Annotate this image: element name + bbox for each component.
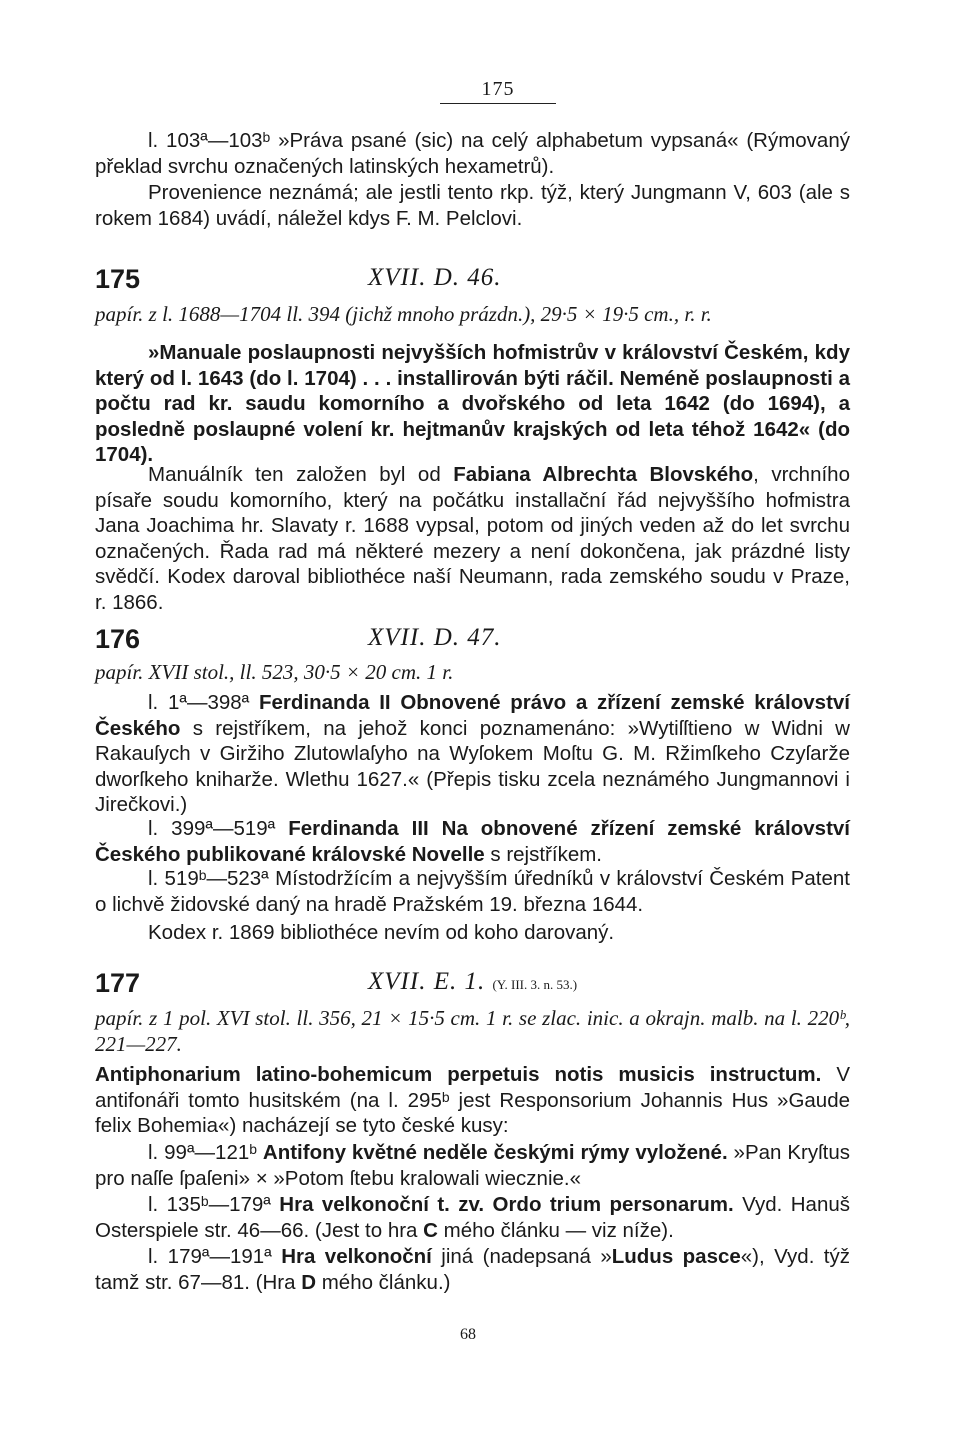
entry-177-item-3-rest: «), Vyd. týž tamž str. 67—81. (Hra [95, 1245, 850, 1294]
entry-177-item-1-title: Antifony květné neděle českými rýmy vyložené. [262, 1141, 728, 1164]
entry-177-item-2-end: mého článku — viz níže). [437, 1218, 674, 1242]
entry-176-item-1-rest: s rejstříkem, na jehož konci poznamenáno: »Wytiſſtieno w Widni w Rakauſych v Giržiho Zlutowlaſyho na Wyſokem Moſtu G. M. Ržimſkeho Czyſarže dworſkeho kniharže. Wlethu 1627.« (Přepis tisku zcela neznámého Jungmannovi i Jirečkovi.) [95, 716, 850, 816]
entry-175-title-text: »Manuale poslaupnosti nejvyšších hofmistrův v království Českém, kdy který od l. 1643 (do l. 1704) . . . installirován býti ráčil. Neméně poslaupnosti a počtu rad kr. saudu komorního a dvořského od leta 1642 (do 1694), a posledně poslaupné volení kr. hejtmanův krajských od leta téhož 1642« (do 1704). [95, 341, 850, 466]
entry-176-item-1-range: l. 1ª—398ª [148, 691, 250, 714]
entry-177-title: Antiphonarium latino-bohemicum perpetuis notis musicis instructum. [95, 1063, 822, 1086]
entry-177-physical: papír. z 1 pol. XVI stol. ll. 356, 21 × 15·5 cm. 1 r. se zlac. inic. a okrajn. malb. na l. 220ᵇ, 221—227. [95, 1006, 850, 1056]
entry-177-signature [368, 968, 577, 996]
entry-176-note-text: Kodex r. 1869 bibliothéce nevím od koho darovaný. [148, 921, 615, 944]
entry-176-item-2 [95, 816, 850, 867]
entry-177-item-3-title: Hra velkonoční [281, 1245, 432, 1268]
entry-177-item-2-range: l. 135ᵇ—179ª [148, 1193, 271, 1216]
entry-177-item-2 [95, 1192, 850, 1243]
running-head-page-number: 175 [440, 78, 556, 104]
carryover-paragraph-2 [95, 180, 850, 231]
entry-176-item-3-text: l. 519ᵇ—523ª Místodržícím a nejvyšším úředníků v království Českém Patent o lichvě židovské daný na hradě Pražském 19. března 1644. [95, 867, 850, 916]
entry-176-signature: XVII. D. 47. [368, 624, 502, 651]
entry-176-physical: papír. XVII stol., ll. 523, 30·5 × 20 cm. 1 r. [95, 660, 454, 684]
entry-175-signature: XVII. D. 46. [368, 264, 502, 291]
entry-177-item-1-rest: »Pan Kryſtus pro naſſe ſpaſeni» × »Potom ſtebu kralowali wiecznie.« [95, 1141, 850, 1190]
entry-177-number: 177 [95, 968, 141, 998]
entry-177-item-2-rest: Vyd. Hanuš Osterspiele str. 46—66. (Jest to hra [95, 1193, 850, 1242]
entry-177-item-3-letter: D [301, 1270, 317, 1294]
entry-177-item-3-end: mého článku.) [316, 1270, 451, 1294]
entry-177-item-2-letter: C [423, 1218, 438, 1242]
entry-175-title [95, 340, 850, 468]
entry-177-item-1-range: l. 99ª—121ᵇ [148, 1141, 257, 1164]
entry-176-note [95, 920, 850, 946]
entry-176-number: 176 [95, 624, 141, 654]
entry-176-item-1 [95, 690, 850, 818]
entry-177-item-1 [95, 1140, 850, 1191]
entry-176-item-2-range: l. 399ª—519ª [148, 817, 276, 840]
entry-177-item-3-ludus: Ludus pasce [611, 1245, 741, 1268]
entry-175-number: 175 [95, 264, 141, 294]
entry-176-item-3 [95, 866, 850, 917]
entry-175-desc-rest: , vrchního písaře soudu komorního, který na počátku installační řád nejvyššího hofmistra Jana Joachima hr. Slavaty r. 1688 vypsal, potom od jiných veden až do let svrchu označených. Řada rad má některé mezery a není dokončena, jak prázdné listy svědčí. Kodex daroval bibliothéce naší Neumann, rada zemského soudu v Praze, r. 1866. [95, 463, 850, 614]
carryover-text-2: Provenience neznámá; ale jestli tento rkp. týž, který Jungmann V, 603 (ale s rokem 1684) uvádí, náležel kdys F. M. Pelclovi. [95, 181, 850, 230]
entry-176-item-2-rest: s rejstříkem. [484, 842, 602, 866]
entry-175-desc-lead: Manuálník ten založen byl od [148, 463, 454, 486]
entry-177-heading [95, 1062, 850, 1139]
carryover-paragraph-1 [95, 128, 850, 179]
entry-175-description [95, 462, 850, 615]
entry-175-desc-name: Fabiana Albrechta Blovského [453, 463, 754, 486]
folio-number: 68 [460, 1326, 476, 1343]
entry-175-physical: papír. z l. 1688—1704 ll. 394 (jichž mnoho prázdn.), 29·5 × 19·5 cm., r. r. [95, 302, 712, 326]
entry-176-item-2-title: Ferdinanda III Na obnovené zřízení zemské království Českého publikované královské Novelle [95, 817, 850, 866]
entry-177-item-3-range: l. 179ª—191ª [148, 1245, 272, 1268]
entry-177-signature-note: (Y. III. 3. n. 53.) [492, 977, 578, 992]
entry-177-intro: V antifonáři tomto husitském (na l. 295ᵇ jest Responsorium Johannis Hus »Gaude felix Bohemia«) nacházejí se tyto české kusy: [95, 1063, 850, 1137]
entry-177-item-3-mid: jiná (nadepsaná » [431, 1245, 612, 1268]
carryover-text-1: l. 103ª—103ᵇ »Práva psané (sic) na celý alphabetum vypsaná« (Rýmovaný překlad svrchu označených latinských hexametrů). [95, 129, 850, 178]
entry-176-item-1-title: Ferdinanda II Obnovené právo a zřízení zemské království Českého [95, 691, 851, 740]
entry-177-signature-text: XVII. E. 1. [368, 968, 486, 995]
entry-177-item-2-title: Hra velkonoční t. zv. Ordo trium personarum. [279, 1193, 734, 1216]
entry-177-item-3 [95, 1244, 850, 1295]
